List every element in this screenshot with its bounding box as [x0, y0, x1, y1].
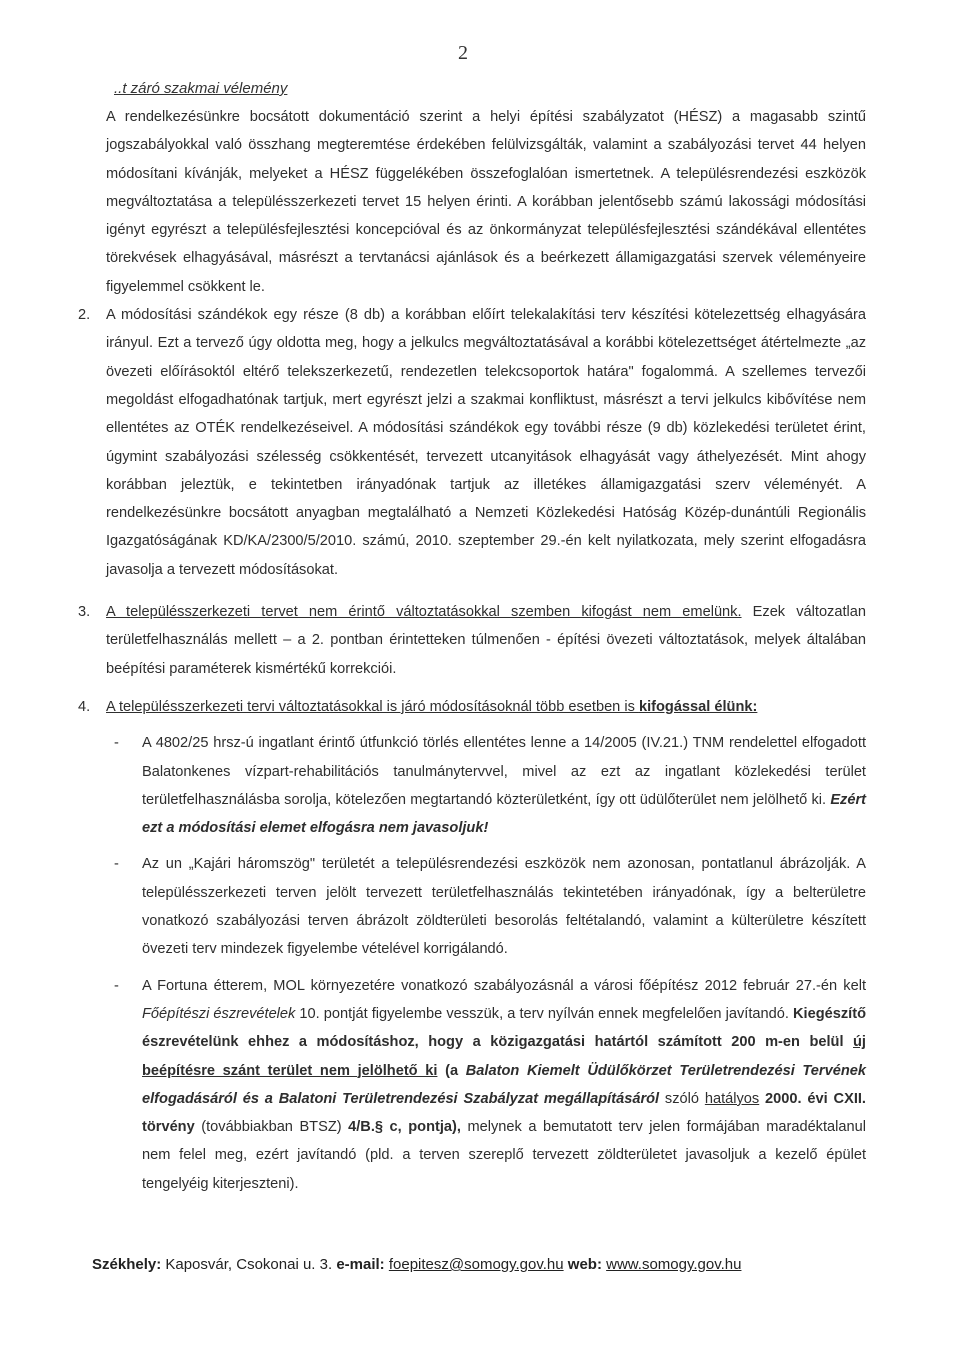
list-item-2 [78, 301, 866, 584]
dash-item-2 [106, 850, 866, 963]
email-link[interactable]: foepitesz@somogy.gov.hu [388, 1256, 564, 1273]
section-heading: ..t záró szakmai vélemény [114, 80, 288, 97]
page-number: 2 [458, 42, 468, 64]
dash-text-c: szóló [659, 1090, 705, 1107]
email-label: e-mail: [336, 1256, 385, 1273]
dash-text-law: 2000. évi CXII. törvény [142, 1090, 866, 1136]
item-number: 4. [78, 698, 91, 715]
seat-value: Kaposvár, Csokonai u. 3. [161, 1256, 337, 1273]
dash-text-bold-underlined: új beépítésre szánt terület nem jelölhető ki [142, 1034, 866, 1079]
dash-text-g: melynek a bemutatott terv jelen formájában maradéktalanul nem felel meg, ezért javítandó (pld. a terven szereplő tervezett zöldterületet javasoljuk a kezelő épület tengelyéig kiterjeszteni). [142, 1119, 866, 1192]
dash-item-bold: Ezért ezt a módosítási elemet elfogásra nem javasoljuk! [142, 791, 866, 837]
dash-text-a: A Fortuna étterem, MOL környezetére vonatkozó szabályozásnál a városi főépítész 2012 február 27.-én kelt [142, 977, 866, 994]
list-item-3 [78, 598, 866, 683]
dash-text-italic: Főépítészi észrevételek [142, 1005, 296, 1022]
dash-marker: - [114, 856, 119, 873]
dash-item-1 [106, 729, 866, 842]
document-body [78, 103, 866, 1198]
dash-text-paragraph-ref: 4/B.§ c, pontja), [348, 1119, 461, 1136]
footer [92, 1256, 812, 1273]
seat-label: Székhely: [92, 1256, 162, 1273]
item-text: A módosítási szándékok egy része (8 db) a korábban előírt telekalakítási terv készítési kötelezettség elhagyására irányul. Ezt a tervező úgy oldotta meg, hogy a jelkulcs megváltoztatásával a korábbi kötelezettséget átértelmezte „az övezeti előírásoktól eltérő telekszerkezetű, rendezetlen telekcsoportok határa" fogalommá. A szellemes tervezői megoldást elfogadhatónak tartjuk, mert egyrészt jelzi a szakmai konfliktust, másrészt a tervi jelkulcs kibővítése nem ellentétes az OTÉK rendelkezéseivel. A módosítási szándékok egy további része (9 db) közlekedési területet érint, úgymint szabályozási szélesség csökkentését, tervezett utcanyitások elhagyását vagy áthelyezését. Mint ahogy korábban jeleztük, e tekintetben irányadónak tartjuk az illetékes államigazgatási szerv véleményét. A rendelkezésünkre bocsátott anyagban megtalálható a Nemzeti Közlekedési Hatóság Közép-dunántúli Regionális Igazgatóságának KD/KA/2300/5/2010. számú, 2010. szeptember 29.-én kelt nyilatkozata, mely szerint elfogadásra javasolja a tervezett módosításokat. [106, 307, 866, 578]
item-number: 3. [78, 604, 91, 621]
web-link[interactable]: www.somogy.gov.hu [606, 1256, 742, 1273]
list-item-4 [78, 693, 866, 721]
dash-text-c-underlined: hatályos [704, 1090, 760, 1107]
dash-marker: - [114, 735, 119, 752]
item-text: Ezek változatlan területfelhasználás mellett – a 2. pontban érintetteken túlmenően - építési övezeti változtatások, melyek általában beépítési paraméterek kismértékű korrekciói. [106, 604, 866, 677]
dash-text-bold-2: (a [437, 1062, 466, 1079]
dash-item-text: Az un „Kajári háromszög" területét a településrendezési eszközök nem azonosan, pontatlanul ábrázolják. A településszerkezeti terven jelölt tervezett területfelhasználás tekintetében irányadónak, így a belterületre vonatkozó szabályozási terven ábrázolt zöldterületi besorolás feltétalandó, valamint a külterületre készített övezeti terv mindezek figyelembe vételével korrigálandó. [142, 856, 866, 958]
dash-text-b: 10. pontját figyelembe vesszük, a terv nyílván ennek megfelelően javítandó. [295, 1005, 794, 1022]
dash-text-e: (továbbiakban BTSZ) [194, 1119, 349, 1136]
dash-marker: - [114, 977, 119, 994]
dash-item-text: A 4802/25 hrsz-ú ingatlant érintő útfunkció törlés ellentétes lenne a 14/2005 (IV.21.) TNM rendelettel elfogadott Balatonkenes vízpart-rehabilitációs tanulmánytervvel, mivel az ezt az ingatlant közlekedési terület területfelhasználásba sorolja, kötelezően megtartandó közterületként, így ott üdülőterület nem jelölhető ki. [142, 735, 866, 808]
item-underlined-text: A településszerkezeti tervet nem érintő változtatásokkal szemben kifogást nem emelünk. [106, 604, 742, 621]
item-bold-text: kifogással élünk: [638, 698, 758, 715]
dash-text-bold-italic: Balaton Kiemelt Üdülőkörzet Területrendezési Tervének elfogadásáról és a Balatoni Területrendezési Szabályzat megállapításáról [142, 1062, 866, 1107]
web-label: web: [563, 1256, 607, 1273]
dash-item-3 [106, 972, 866, 1198]
item-number: 2. [78, 307, 91, 324]
dash-text-bold-1: Kiegészítő észrevételünk ehhez a módosításhoz, hogy a közigazgatási határtól számított 200 m-en belül [142, 1005, 866, 1051]
item-underlined-text: A településszerkezeti tervi változtatásokkal is járó módosításoknál több esetben is [106, 698, 639, 715]
intro-paragraph: A rendelkezésünkre bocsátott dokumentáció szerint a helyi építési szabályzatot (HÉSZ) a magasabb szintű jogszabályokkal való összhang megteremtése érdekében felülvizsgálták, valamint a szabályozási tervet 44 helyen módosítani kívánják, melyeket a HÉSZ függelékében összefoglalóan ismertetnek. A településrendezési eszközök megváltoztatása a településszerkezeti tervet 15 helyen érinti. A korábban jelentősebb számú lakossági módosítási igényt egyrészt a településfejlesztési koncepcióval és az önkormányzat településfejlesztési szándékával ellentétes törekvések elhagyásával, másrészt a tervtanácsi ajánlások és a beérkezett államigazgatási szervek véleményeire figyelemmel csökkent le. [106, 109, 866, 295]
